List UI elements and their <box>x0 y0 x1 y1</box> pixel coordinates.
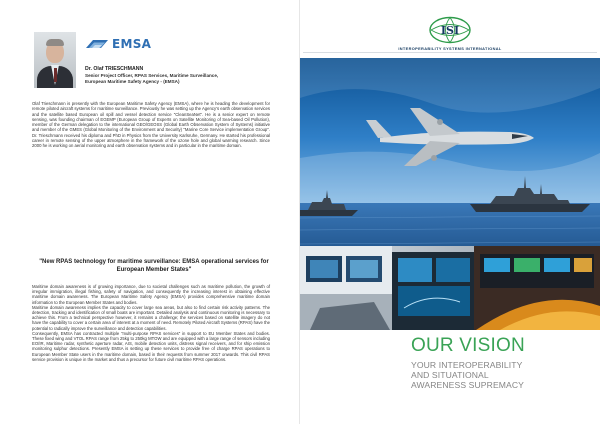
article-paragraph: Consequently, EMSA has contracted multiple "multi-purpose RPAS services" in support to EU Member States and bodies. These fixed wing and VTOL RPAS range from 25kg to 250kg MTOW and are equipped with a large range of sensors including EO/IR, Maritime radar, synthetic aperture radar, AIS, mobile detection units, distress signal receivers, and for ship emission monitoring sulphur detections. Presently EMSA is setting up these services to provide free of charge RPAS operations to European Member State users in the maritime domain, based in their requests from summer 2017 onwards. This civil RPAS service provision is unique in the market and thus a precursor for future civil maritime RPAS operations. <box>32 330 270 362</box>
article-paragraph: Maritime domain awareness is of growing importance, due to societal challenges such as maritime pollution, the growth of irregular immigration, illegal fishing, safety of navigation, and consequently the increasing interest in obtaining effective maritime domain awareness. The European Maritime Safety Agency (EMSA) provides comprehensive maritime domain information to the European Member States and bodies. <box>32 284 270 305</box>
company-name: INTEROPERABILITY SYSTEMS INTERNATIONAL <box>398 46 502 51</box>
maritime-surveillance-image <box>300 58 600 330</box>
emsa-wordmark: EMSA <box>112 37 152 51</box>
sea-scene-illustration <box>300 58 600 330</box>
vision-subtitle <box>411 360 597 390</box>
vision-title: OUR VISION <box>411 335 525 356</box>
speaker-bio: Olaf Trieschmann is presently with the European Maritime Safety Agency (EMSA), where he is heading the development for remote piloted aircraft systems for maritime surveillance. Previously he was setting up the Agency's earth observation services and the satellite based European oil spill and vessel detection service "CleanSeaNet". He is a senior expert on remote sensing, was founding chairman of EGEMP (European Group of Experts on Satellite Monitoring of Sea-based Oil Pollution), member of the German delegation to the international GEO/GEOSS (Global Earth Observation System of Systems) initiative and member of the GMES (Global Monitoring of the Environment and Security) "Marine Core Service implementation Group". Dr. Trieschmann received his diploma and PhD in Physics from the University Karlsruhe, Germany. He started his professional career in remote sensing of the upper atmosphere in the framework of the ozone hole and global warming research. Since 2000 he is working on aerial monitoring and earth observation systems and in particular in the maritime domain. <box>32 101 270 148</box>
speaker-portrait <box>34 32 76 88</box>
article-paragraph: Maritime domain awareness implies the capacity to cover large sea areas, but also to find certain risk activity patterns. The detection, tracking and identification of small boats are important. Detailed analysis and continuous monitoring is necessary to achieve this. From a technical perspective however, it remains a challenge; the services based on satellite imagery do not have the capability to cover a certain area of interest at a moment of need. Remotely Piloted Aircraft Systems (RPAS) have the potential to radically improve the surveillance and detection capabilities. <box>32 304 270 331</box>
speaker-role-line: European Maritime Safety Agency - (EMSA) <box>85 79 180 85</box>
speaker-heading <box>85 66 290 86</box>
vision-block <box>411 335 597 390</box>
isi-mark-text: ISI <box>440 24 460 37</box>
article-title: "New RPAS technology for maritime surveillance: EMSA operational services for European Member States" <box>39 259 269 273</box>
vision-subtitle-line: AWARENESS SUPREMACY <box>411 380 525 390</box>
isi-logo <box>330 16 570 51</box>
speaker-name: Dr. Olaf TRIESCHMANN <box>85 66 144 72</box>
speaker-role-line: Senior Project Officer, RPAS Services, Maritime Surveillance, <box>85 73 219 78</box>
emsa-logo <box>85 37 151 51</box>
header-divider <box>303 52 597 53</box>
article-body <box>32 284 270 362</box>
vision-subtitle-line: YOUR INTEROPERABILITY <box>411 360 523 370</box>
control-room <box>300 246 600 330</box>
isi-globe-icon <box>428 16 472 44</box>
vision-subtitle-line: AND SITUATIONAL <box>411 370 489 380</box>
emsa-swoosh-icon <box>85 38 109 50</box>
